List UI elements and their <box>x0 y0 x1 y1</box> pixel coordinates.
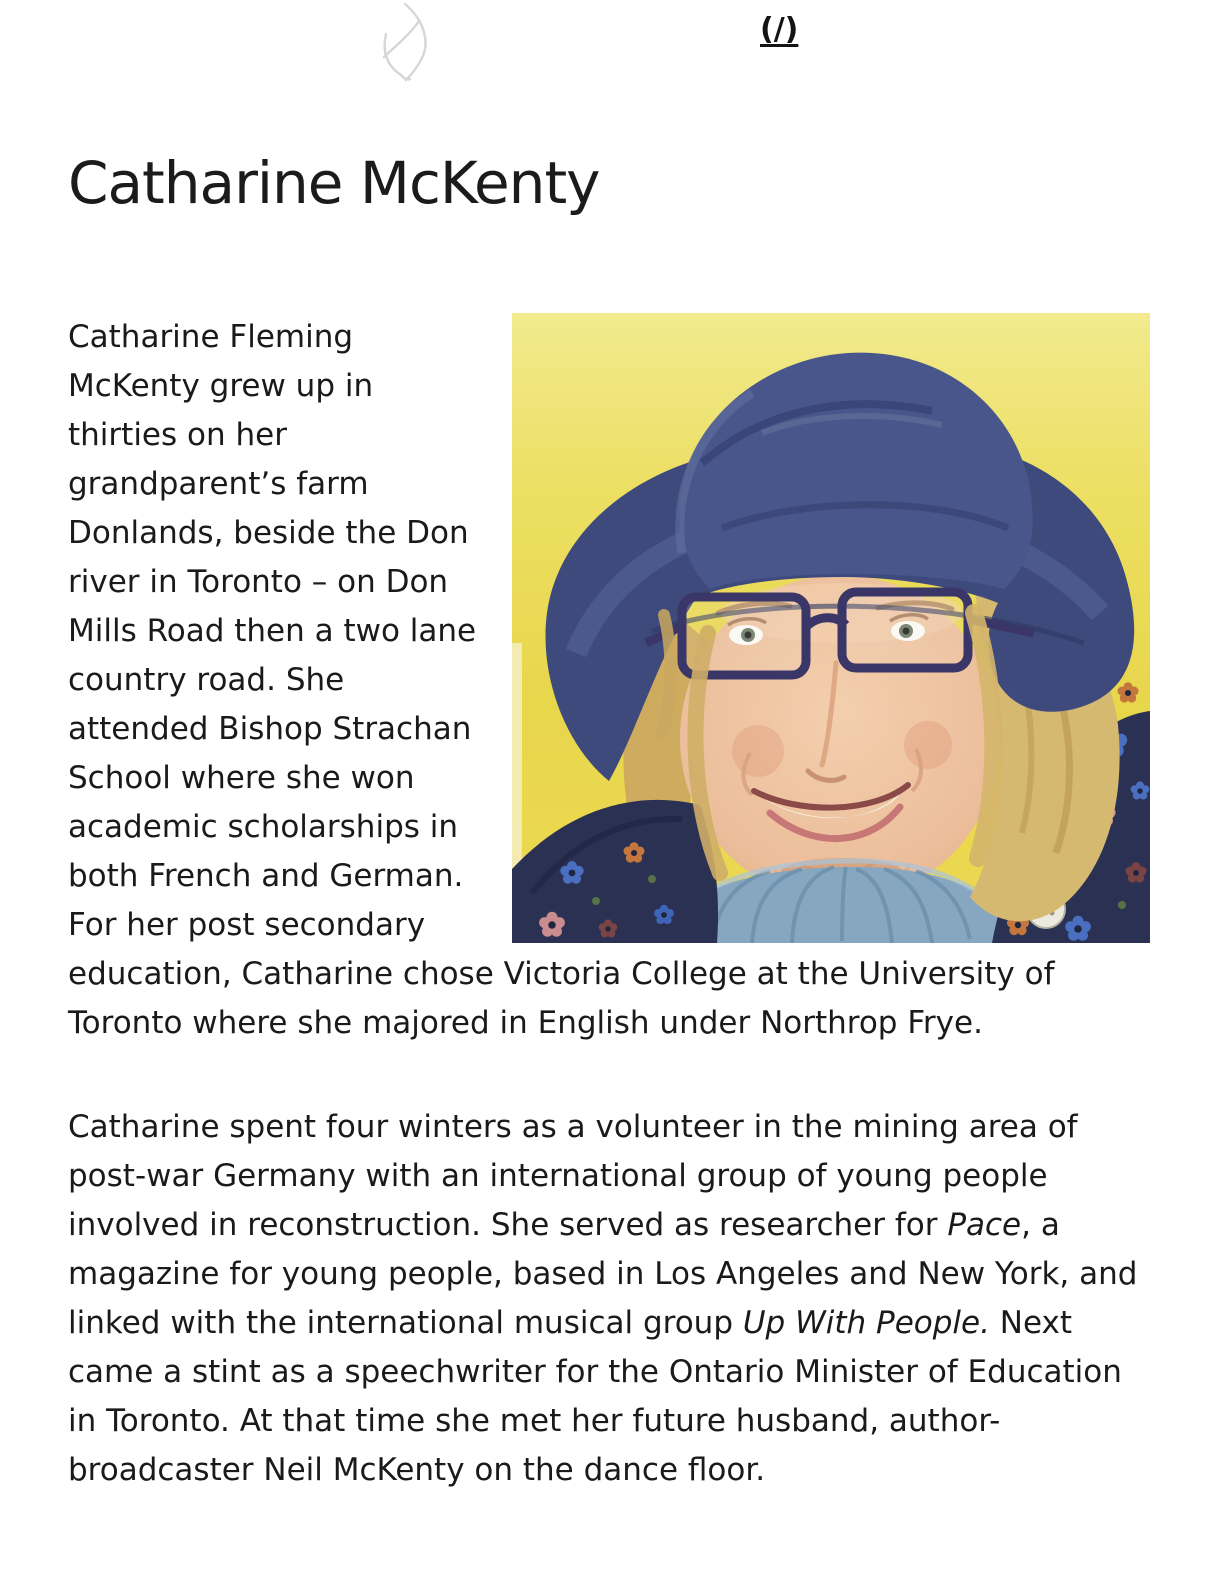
bio-paragraph-2 <box>68 1103 1150 1495</box>
page-header <box>0 0 1218 148</box>
home-link[interactable]: (/) <box>760 12 799 47</box>
text-run: Next came a stint as a speechwriter for the Ontario Minister of Education in Toronto. At that time she met her future husband, author-broadcaster Neil McKenty on the dance floor. <box>68 1305 1122 1488</box>
article <box>68 148 1150 1495</box>
bio-paragraph-1 <box>68 313 1150 1048</box>
text-run: , a magazine for young people, based in Los Angeles and New York, and linked with the international musical group <box>68 1207 1138 1341</box>
text-run: Catharine spent four winters as a volunteer in the mining area of post-war Germany with an international group of young people involved in reconstruction. She served as researcher for <box>68 1109 1078 1243</box>
leaf-swoosh-icon <box>372 0 438 85</box>
italic-text-run: Up With People. <box>742 1305 990 1341</box>
portrait-photo <box>512 313 1150 943</box>
italic-text-run: Pace <box>947 1207 1022 1243</box>
portrait-photo-illustration <box>512 313 1150 943</box>
text-run: Catharine Fleming McKenty grew up in thirties on her grandparent’s farm Donlands, beside the Don river in Toronto – on Don Mills Road then a two lane country road. She attended Bishop Strachan School where she won academic scholarships in both French and German. For her post secondary education, Catharine chose Victoria College at the University of Toronto where she majored in English under Northrop Frye. <box>68 319 1055 1041</box>
site-logo-icon[interactable] <box>372 0 438 85</box>
page-title: Catharine McKenty <box>68 149 600 217</box>
